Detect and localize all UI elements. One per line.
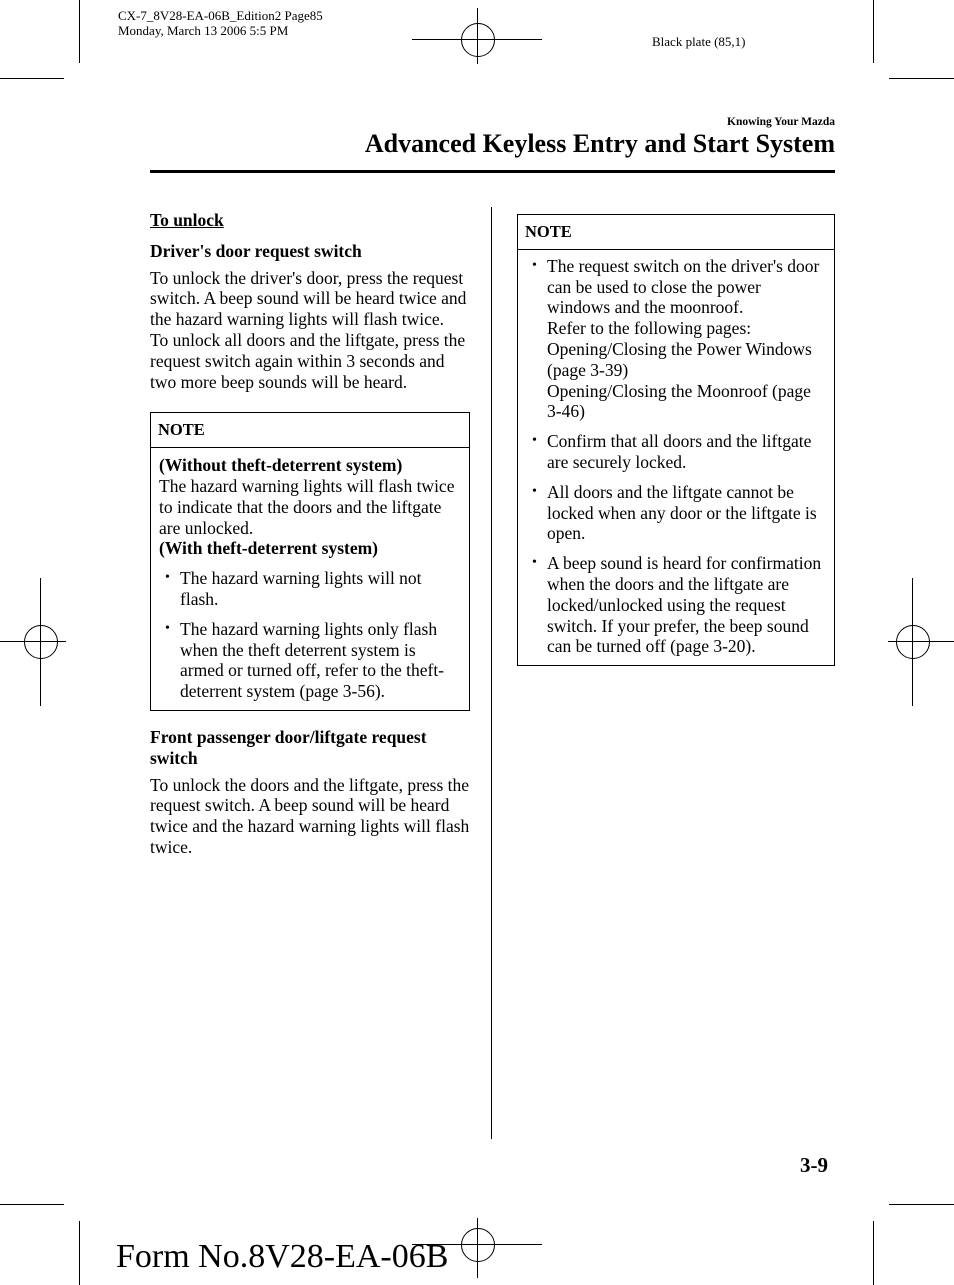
list-item: • Confirm that all doors and the liftgate are securely locked. — [526, 431, 826, 473]
reference-power-windows: Opening/Closing the Power Windows (page 3-39) — [547, 338, 812, 380]
form-number: Form No.8V28-EA-06B — [116, 1238, 449, 1275]
note-without-text: The hazard warning lights will flash twice to indicate that the doors and the liftgate are unlocked. — [159, 475, 455, 538]
crop-mark-bottom-left-v — [79, 1221, 80, 1285]
column-divider — [491, 207, 492, 1139]
list-item: • A beep sound is heard for confirmation when the doors and the liftgate are locked/unlocked using the request switch. If your prefer, the beep sound can be turned off (page 3-20). — [526, 553, 826, 657]
crop-mark-bottom-right-h — [889, 1204, 954, 1205]
drivers-door-paragraph-1: To unlock the driver's door, press the request switch. A beep sound will be heard twice and the hazard warning lights will flash twice. — [150, 267, 467, 330]
note-bullet-list — [526, 256, 826, 657]
list-item: • All doors and the liftgate cannot be locked when any door or the liftgate is open. — [526, 482, 826, 544]
reference-intro: Refer to the following pages: — [547, 318, 752, 339]
list-item — [526, 256, 826, 422]
note-label: NOTE — [151, 413, 469, 448]
print-info-date: Monday, March 13 2006 5:5 PM — [118, 23, 289, 38]
note-without-heading: (Without theft-deterrent system) — [159, 455, 403, 476]
list-item: • The hazard warning lights only flash when the theft deterrent system is armed or turned off, refer to the theft-deterrent system (page 3-56). — [159, 619, 461, 702]
print-info-file: CX-7_8V28-EA-06B_Edition2 Page85 — [118, 8, 323, 23]
crop-mark-top-left-v — [79, 0, 80, 63]
crop-mark-bottom-right-v — [873, 1221, 874, 1285]
crop-mark-top-right-v — [873, 0, 874, 63]
note-box-left — [150, 412, 470, 711]
reference-moonroof: Opening/Closing the Moonroof (page 3-46) — [547, 380, 811, 422]
list-item: • The hazard warning lights will not flash. — [159, 568, 461, 610]
note-label: NOTE — [518, 215, 834, 250]
page-title: Advanced Keyless Entry and Start System — [364, 129, 835, 158]
crop-mark-bottom-left-h — [0, 1204, 64, 1205]
drivers-door-paragraph-2: To unlock all doors and the liftgate, press the request switch again within 3 seconds and two more beep sounds will be heard. — [150, 329, 466, 392]
note-box-right — [517, 214, 835, 666]
note-bullet-list — [159, 568, 461, 702]
front-passenger-paragraph: To unlock the doors and the liftgate, press the request switch. A beep sound will be heard twice and the hazard warning lights will flash twice. — [150, 774, 470, 857]
title-rule — [150, 170, 835, 173]
page-number: 3-9 — [800, 1153, 828, 1177]
to-unlock-subhead: To unlock — [150, 210, 224, 230]
note-with-heading: (With theft-deterrent system) — [159, 538, 379, 559]
bullet-text: The request switch on the driver's door can be used to close the power windows and the moonroof. — [547, 255, 820, 318]
right-column — [517, 214, 835, 666]
note-body — [518, 250, 834, 665]
crop-mark-top-left-h — [0, 78, 64, 79]
left-column — [150, 210, 470, 858]
section-name: Knowing Your Mazda — [727, 116, 835, 128]
plate-label: Black plate (85,1) — [652, 34, 746, 49]
note-body — [151, 448, 469, 710]
crop-mark-top-right-h — [889, 78, 954, 79]
print-info — [118, 8, 323, 38]
front-passenger-heading: Front passenger door/liftgate request switch — [150, 726, 427, 768]
drivers-door-heading: Driver's door request switch — [150, 240, 362, 261]
